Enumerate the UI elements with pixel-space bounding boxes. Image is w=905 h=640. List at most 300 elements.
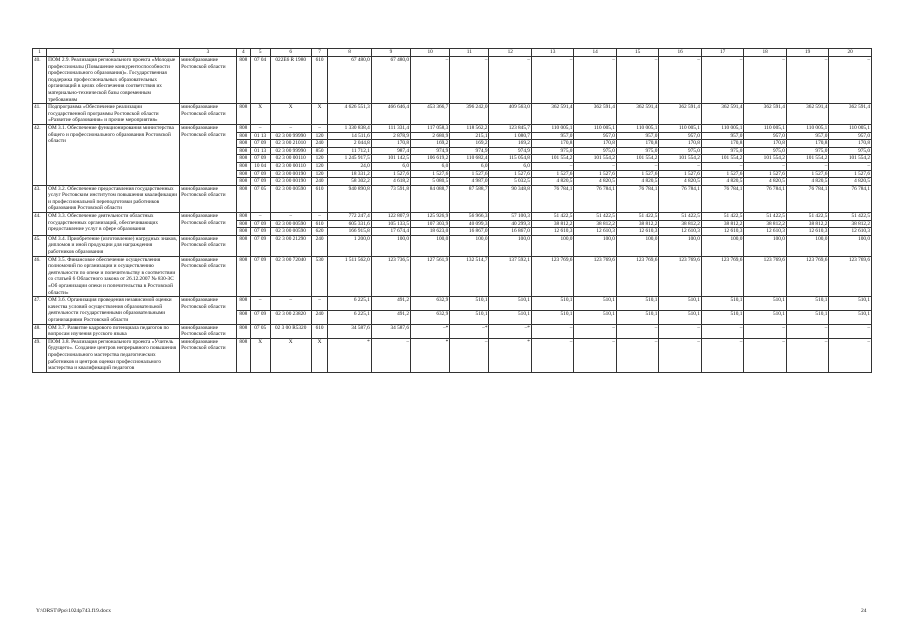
amount-cell: 100,0 — [450, 235, 489, 256]
amount-cell: 975,0 — [531, 147, 573, 155]
amount-cell: 510,1 — [574, 310, 616, 324]
amount-cell: 100,0 — [371, 235, 410, 256]
target-article: 02 3 00 00590 — [270, 185, 311, 212]
amount-cell: 137 592,1 — [489, 256, 531, 297]
row-number: 41. — [33, 104, 47, 125]
section-code: 07 05 — [250, 185, 270, 212]
amount-cell: 51 422,5 — [616, 213, 658, 221]
amount-cell: 170,8 — [371, 140, 410, 148]
amount-cell: 12 610,3 — [786, 228, 828, 236]
column-number: 4 — [236, 49, 250, 57]
amount-cell: 957,0 — [659, 132, 701, 140]
amount-cell: 1 527,6 — [744, 170, 786, 178]
amount-cell: 4 987,0 — [450, 178, 489, 186]
amount-cell: 957,0 — [829, 132, 872, 140]
amount-cell: 18 331,2 — [328, 170, 372, 178]
amount-cell: –* — [411, 324, 450, 338]
amount-cell: 510,1 — [489, 310, 531, 324]
amount-cell: 1 527,6 — [701, 170, 743, 178]
column-number: 19 — [786, 49, 828, 57]
amount-cell: 110 005,1 — [701, 124, 743, 132]
gov-code: 808 — [236, 57, 250, 104]
section-code: 01 13 — [250, 147, 270, 155]
amount-cell: 510,1 — [659, 297, 701, 311]
amount-cell: 51 422,5 — [829, 213, 872, 221]
target-article: 02 3 00 R5320 — [270, 324, 311, 338]
table-row — [33, 57, 872, 104]
amount-cell: 12 610,3 — [701, 228, 743, 236]
amount-cell: 118 562,2 — [450, 124, 489, 132]
amount-cell: – — [616, 57, 658, 104]
amount-cell: 510,1 — [744, 310, 786, 324]
amount-cell: 6,0 — [411, 162, 450, 170]
target-article: – — [270, 213, 311, 221]
amount-cell: 975,0 — [701, 147, 743, 155]
row-number: 42. — [33, 124, 47, 185]
amount-cell: 6,0 — [489, 162, 531, 170]
column-number: 20 — [829, 49, 872, 57]
row-number: 40. — [33, 57, 47, 104]
amount-cell: 101 554,2 — [701, 155, 743, 163]
amount-cell: * — [411, 338, 450, 372]
amount-cell: 101 554,2 — [829, 155, 872, 163]
amount-cell: 76 784,1 — [829, 185, 872, 212]
executor: минобразование Ростовской области — [180, 213, 237, 236]
amount-cell: 123 736,5 — [371, 256, 410, 297]
target-article: Х — [270, 104, 311, 125]
amount-cell: 1 527,6 — [616, 170, 658, 178]
amount-cell: – — [450, 57, 489, 104]
amount-cell: 975,0 — [574, 147, 616, 155]
amount-cell: 170,8 — [574, 140, 616, 148]
table-row — [33, 185, 872, 212]
amount-cell: 132 514,7 — [450, 256, 489, 297]
column-number: 6 — [270, 49, 311, 57]
table-row — [33, 235, 872, 256]
program-name: ОМ 3.3. Обеспечение деятельности областных государственных организаций, обеспечивающих предоставление услуг в сфере образования — [47, 213, 180, 236]
executor: минобразование Ростовской области — [180, 338, 237, 372]
amount-cell: 16 867,0 — [489, 228, 531, 236]
executor: минобразование Ростовской области — [180, 185, 237, 212]
expense-type: – — [311, 297, 327, 311]
amount-cell: 2 878,9 — [371, 132, 410, 140]
amount-cell: 510,1 — [659, 310, 701, 324]
amount-cell: 362 591,4 — [744, 104, 786, 125]
amount-cell: 100,0 — [574, 235, 616, 256]
amount-cell: 362 591,4 — [829, 104, 872, 125]
amount-cell: 73 591,8 — [371, 185, 410, 212]
amount-cell: 6,0 — [371, 162, 410, 170]
amount-cell: 100,0 — [659, 235, 701, 256]
gov-code: 808 — [236, 132, 250, 140]
amount-cell: 127 561,9 — [411, 256, 450, 297]
amount-cell: 466 646,4 — [371, 104, 410, 125]
column-number: 7 — [311, 49, 327, 57]
target-article: 02 3 00 23820 — [270, 310, 311, 324]
amount-cell: 123 769,6 — [616, 256, 658, 297]
executor: минобразование Ростовской области — [180, 235, 237, 256]
amount-cell: 12 610,3 — [829, 228, 872, 236]
amount-cell: 1 200,0 — [328, 235, 372, 256]
amount-cell: – — [531, 162, 573, 170]
amount-cell: 957,0 — [574, 132, 616, 140]
section-code: Х — [250, 104, 270, 125]
section-code: 10 04 — [250, 162, 270, 170]
table-row — [33, 297, 872, 311]
budget-table — [32, 48, 872, 373]
executor: минобразование Ростовской области — [180, 256, 237, 297]
amount-cell: 100,0 — [744, 235, 786, 256]
amount-cell: 453 366,7 — [411, 104, 450, 125]
target-article: 02 3 00 00590 — [270, 220, 311, 228]
amount-cell: 510,1 — [531, 310, 573, 324]
amount-cell: 24,0 — [328, 162, 372, 170]
executor: минобразование Ростовской области — [180, 104, 237, 125]
section-code: – — [250, 213, 270, 221]
amount-cell: –* — [489, 324, 531, 338]
amount-cell: 957,0 — [531, 132, 573, 140]
amount-cell: 170,8 — [786, 140, 828, 148]
amount-cell: 4 820,5 — [659, 178, 701, 186]
amount-cell: 362 591,4 — [574, 104, 616, 125]
target-article: 02 3 00 00190 — [270, 170, 311, 178]
amount-cell: 38 812,2 — [574, 220, 616, 228]
amount-cell: – — [829, 324, 872, 338]
column-number: 1 — [33, 49, 47, 57]
amount-cell: 14 511,6 — [328, 132, 372, 140]
amount-cell: – — [489, 57, 531, 104]
amount-cell: 1 527,6 — [531, 170, 573, 178]
amount-cell: – — [829, 338, 872, 372]
expense-type: 120 — [311, 162, 327, 170]
gov-code: 808 — [236, 140, 250, 148]
amount-cell: 170,8 — [616, 140, 658, 148]
expense-type: 610 — [311, 324, 327, 338]
amount-cell: 51 422,5 — [531, 213, 573, 221]
amount-cell: 1 527,6 — [371, 170, 410, 178]
expense-type: 240 — [311, 178, 327, 186]
amount-cell: 4 820,5 — [701, 178, 743, 186]
amount-cell: 4 820,5 — [786, 178, 828, 186]
row-number: 44. — [33, 213, 47, 236]
gov-code: 808 — [236, 124, 250, 132]
column-number: 10 — [411, 49, 450, 57]
amount-cell: 123 769,6 — [701, 256, 743, 297]
amount-cell: – — [411, 57, 450, 104]
amount-cell: – — [786, 338, 828, 372]
amount-cell: 110 005,1 — [786, 124, 828, 132]
amount-cell: 101 554,2 — [786, 155, 828, 163]
amount-cell: 510,1 — [701, 310, 743, 324]
amount-cell: 110 005,1 — [574, 124, 616, 132]
amount-cell: 975,0 — [616, 147, 658, 155]
table-row — [33, 324, 872, 338]
amount-cell: – — [659, 162, 701, 170]
amount-cell: 38 812,2 — [701, 220, 743, 228]
amount-cell: 957,0 — [744, 132, 786, 140]
amount-cell: 975,0 — [744, 147, 786, 155]
amount-cell: 974,9 — [489, 147, 531, 155]
amount-cell: 76 784,1 — [574, 185, 616, 212]
amount-cell: 12 610,3 — [531, 228, 573, 236]
expense-type: – — [311, 213, 327, 221]
amount-cell: 4 820,5 — [531, 178, 573, 186]
amount-cell: 100,0 — [829, 235, 872, 256]
amount-cell: 362 591,4 — [701, 104, 743, 125]
amount-cell: 123 769,6 — [786, 256, 828, 297]
amount-cell: 215,1 — [450, 132, 489, 140]
amount-cell: 76 784,1 — [531, 185, 573, 212]
amount-cell: 975,0 — [786, 147, 828, 155]
amount-cell: 76 784,1 — [659, 185, 701, 212]
table-row — [33, 124, 872, 132]
gov-code: 808 — [236, 185, 250, 212]
amount-cell: 974,9 — [411, 147, 450, 155]
gov-code: 808 — [236, 162, 250, 170]
amount-cell: 51 422,5 — [659, 213, 701, 221]
row-number: 45. — [33, 235, 47, 256]
amount-cell: * — [489, 338, 531, 372]
amount-cell: 5 032,5 — [489, 178, 531, 186]
amount-cell: 101 554,2 — [659, 155, 701, 163]
amount-cell: 38 812,2 — [616, 220, 658, 228]
program-name: ОМ 3.4. Приобретение (изготовление) нагрудных знаков, дипломов и иной продукции для награждения работников образования — [47, 235, 180, 256]
column-number: 17 — [701, 49, 743, 57]
expense-type: 240 — [311, 235, 327, 256]
column-number: 12 — [489, 49, 531, 57]
gov-code: 808 — [236, 228, 250, 236]
amount-cell: 987,4 — [371, 147, 410, 155]
column-number: 2 — [47, 49, 180, 57]
amount-cell: 101 554,2 — [616, 155, 658, 163]
amount-cell: 362 591,4 — [659, 104, 701, 125]
amount-cell: – — [829, 162, 872, 170]
amount-cell: – — [786, 324, 828, 338]
amount-cell: 101 554,2 — [744, 155, 786, 163]
column-number: 16 — [659, 49, 701, 57]
amount-cell: 169,2 — [489, 140, 531, 148]
target-article: 02 3 00 00110 — [270, 155, 311, 163]
amount-cell: 170,8 — [829, 140, 872, 148]
section-code: Х — [250, 338, 270, 372]
amount-cell: – — [786, 162, 828, 170]
amount-cell: 362 591,4 — [786, 104, 828, 125]
amount-cell: 362 591,4 — [531, 104, 573, 125]
expense-type: 620 — [311, 228, 327, 236]
amount-cell: 974,9 — [450, 147, 489, 155]
amount-cell: 510,1 — [450, 297, 489, 311]
amount-cell: 169,2 — [450, 140, 489, 148]
amount-cell: – — [786, 57, 828, 104]
amount-cell: 605 331,6 — [328, 220, 372, 228]
target-article: 02 3 00 21010 — [270, 140, 311, 148]
amount-cell: 11 712,1 — [328, 147, 372, 155]
amount-cell: 1 527,6 — [411, 170, 450, 178]
column-number: 11 — [450, 49, 489, 57]
column-number: 5 — [250, 49, 270, 57]
target-article: Х — [270, 338, 311, 372]
amount-cell: 100,0 — [411, 235, 450, 256]
target-article: 02 3 00 00190 — [270, 178, 311, 186]
amount-cell: 110 682,4 — [450, 155, 489, 163]
amount-cell: – — [659, 338, 701, 372]
amount-cell: * — [328, 338, 372, 372]
executor: минобразование Ростовской области — [180, 297, 237, 324]
program-name: ОМ 3.6. Организация проведения независимой оценки качества условий осуществления образовательной деятельности государственными образовательными организациями Ростовской области — [47, 297, 180, 324]
amount-cell: 38 812,2 — [829, 220, 872, 228]
amount-cell: 34 587,6 — [371, 324, 410, 338]
amount-cell: 510,1 — [574, 297, 616, 311]
amount-cell: –* — [450, 324, 489, 338]
expense-type: 240 — [311, 310, 327, 324]
amount-cell: 362 591,4 — [616, 104, 658, 125]
target-article: – — [270, 124, 311, 132]
target-article: 02 3 00 00590 — [270, 228, 311, 236]
section-code: 07 09 — [250, 220, 270, 228]
amount-cell: – — [450, 338, 489, 372]
target-article: 02 3 00 00110 — [270, 162, 311, 170]
amount-cell: 957,0 — [786, 132, 828, 140]
amount-cell: 67 480,0 — [328, 57, 372, 104]
amount-cell: 957,0 — [616, 132, 658, 140]
executor: минобразование Ростовской области — [180, 324, 237, 338]
amount-cell: 510,1 — [616, 310, 658, 324]
amount-cell: – — [531, 57, 573, 104]
amount-cell: 975,0 — [829, 147, 872, 155]
amount-cell: 123 769,6 — [659, 256, 701, 297]
gov-code: 808 — [236, 213, 250, 221]
amount-cell: 57 100,3 — [489, 213, 531, 221]
amount-cell: 6,0 — [450, 162, 489, 170]
amount-cell: 100,0 — [616, 235, 658, 256]
section-code: 07 09 — [250, 310, 270, 324]
expense-type: Х — [311, 338, 327, 372]
amount-cell: 632,9 — [411, 297, 450, 311]
amount-cell: 170,8 — [531, 140, 573, 148]
program-name: ОМ 3.1. Обеспечение функционирования министерства общего и профессионального образования Ростовской области — [47, 124, 180, 185]
table-row — [33, 104, 872, 125]
column-number: 9 — [371, 49, 410, 57]
expense-type: 120 — [311, 155, 327, 163]
amount-cell: 58 302,2 — [328, 178, 372, 186]
expense-type: 120 — [311, 132, 327, 140]
amount-cell: 510,1 — [786, 310, 828, 324]
expense-type: 850 — [311, 147, 327, 155]
amount-cell: 115 054,8 — [489, 155, 531, 163]
amount-cell: 1 527,6 — [489, 170, 531, 178]
row-number: 48. — [33, 324, 47, 338]
amount-cell: 1 527,6 — [574, 170, 616, 178]
program-name: Подпрограмма «Обеспечение реализации государственной программы Ростовской области «Развитие образования» и прочие мероприятия» — [47, 104, 180, 125]
target-article: 02 3 00 21290 — [270, 235, 311, 256]
amount-cell: 67 480,0 — [371, 57, 410, 104]
executor: минобразование Ростовской области — [180, 57, 237, 104]
amount-cell: 110 005,1 — [616, 124, 658, 132]
amount-cell: – — [531, 338, 573, 372]
amount-cell: 4 820,5 — [616, 178, 658, 186]
row-number: 43. — [33, 185, 47, 212]
section-code: 07 09 — [250, 155, 270, 163]
amount-cell: 76 784,1 — [701, 185, 743, 212]
section-code: 07 09 — [250, 235, 270, 256]
amount-cell: 17 674,4 — [371, 228, 410, 236]
amount-cell: 110 005,1 — [659, 124, 701, 132]
amount-cell: 975,0 — [659, 147, 701, 155]
amount-cell: 125 926,9 — [411, 213, 450, 221]
amount-cell: 51 422,5 — [574, 213, 616, 221]
expense-type: 120 — [311, 170, 327, 178]
section-code: – — [250, 124, 270, 132]
amount-cell: 84 088,7 — [411, 185, 450, 212]
amount-cell: 106 619,2 — [411, 155, 450, 163]
amount-cell: 101 554,2 — [531, 155, 573, 163]
amount-cell: – — [616, 162, 658, 170]
amount-cell: 170,8 — [701, 140, 743, 148]
amount-cell: 510,1 — [786, 297, 828, 311]
amount-cell: 76 784,1 — [786, 185, 828, 212]
amount-cell: 123 769,6 — [829, 256, 872, 297]
gov-code: 808 — [236, 155, 250, 163]
amount-cell: 1 080,7 — [489, 132, 531, 140]
amount-cell: 107 303,9 — [411, 220, 450, 228]
gov-code: 808 — [236, 220, 250, 228]
page-number: 24 — [861, 608, 867, 614]
amount-cell: 18 623,0 — [411, 228, 450, 236]
column-number: 3 — [180, 49, 237, 57]
amount-cell: 6 225,1 — [328, 297, 372, 311]
amount-cell: 76 784,1 — [744, 185, 786, 212]
program-name: ПОМ 2.9. Реализация регионального проекта «Молодые профессионалы (Повышение конкурентоспособности профессионального образования)». Государственная поддержка профессиональных образовательных организаций в целях обеспечения соответствия их материально-технической базы современным требованиям — [47, 57, 180, 104]
gov-code: 808 — [236, 256, 250, 297]
amount-cell: 510,1 — [701, 297, 743, 311]
amount-cell: 51 422,5 — [744, 213, 786, 221]
amount-cell: 38 812,2 — [531, 220, 573, 228]
column-number: 15 — [616, 49, 658, 57]
amount-cell: 12 610,3 — [574, 228, 616, 236]
amount-cell: 122 807,9 — [371, 213, 410, 221]
amount-cell: 510,1 — [531, 297, 573, 311]
gov-code: 808 — [236, 338, 250, 372]
section-code: 07 09 — [250, 256, 270, 297]
target-article: 02 3 00 72040 — [270, 256, 311, 297]
amount-cell: 51 422,5 — [786, 213, 828, 221]
amount-cell: 100,0 — [701, 235, 743, 256]
target-article: 02 3 00 99990 — [270, 147, 311, 155]
gov-code: 808 — [236, 147, 250, 155]
amount-cell: 510,1 — [616, 297, 658, 311]
amount-cell: – — [574, 162, 616, 170]
section-code: – — [250, 297, 270, 311]
amount-cell: 772 247,4 — [328, 213, 372, 221]
amount-cell: 101 554,2 — [574, 155, 616, 163]
amount-cell: 2 680,9 — [411, 132, 450, 140]
amount-cell: 1 527,6 — [659, 170, 701, 178]
amount-cell: – — [574, 57, 616, 104]
amount-cell: 87 588,7 — [450, 185, 489, 212]
amount-cell: 957,0 — [701, 132, 743, 140]
column-number: 14 — [574, 49, 616, 57]
amount-cell: 110 005,1 — [531, 124, 573, 132]
amount-cell: – — [701, 338, 743, 372]
amount-cell: 76 784,1 — [616, 185, 658, 212]
gov-code: 808 — [236, 297, 250, 311]
amount-cell: 51 422,5 — [701, 213, 743, 221]
amount-cell: 111 331,4 — [371, 124, 410, 132]
amount-cell: – — [829, 57, 872, 104]
amount-cell: 169,2 — [411, 140, 450, 148]
amount-cell: 16 867,0 — [450, 228, 489, 236]
table-row — [33, 256, 872, 297]
